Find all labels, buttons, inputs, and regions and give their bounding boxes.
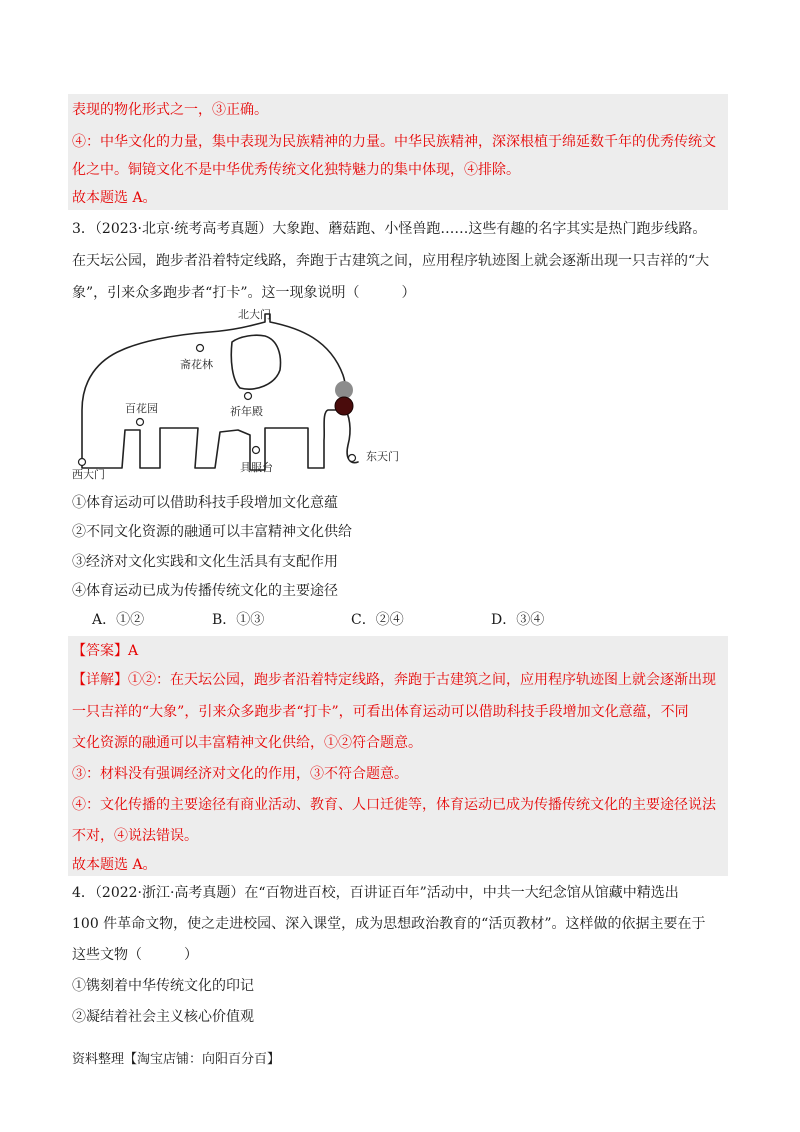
elephant-ear-path [231,335,280,389]
map-label-west-gate: 西大门 [72,468,105,481]
tracker-dot-dark [335,397,353,415]
q3-option-a: A．①② [92,612,145,628]
q3-statement-3: ③经济对文化实践和文化生活具有支配作用 [72,554,338,570]
q3-statement-4: ④体育运动已成为传播传统文化的主要途径 [72,583,338,599]
q3-detail-line-3: 文化资源的融通可以丰富精神文化供给，①②符合题意。 [72,735,422,751]
map-label-baihua: 百花园 [125,402,158,415]
q4-stem-line-2: 100 件革命文物，使之走进校园、深入课堂，成为思想政治教育的“活页教材”。这样做的依据主要在于 [72,916,706,932]
q3-detail-line-1: 【详解】①②：在天坛公园，跑步者沿着特定线路，奔跑于古建筑之间，应用程序轨迹图上就会逐渐出现 [72,672,716,688]
q3-stem-line-2: 在天坛公园，跑步者沿着特定线路，奔跑于古建筑之间，应用程序轨迹图上就会逐渐出现一只吉祥的“大 [72,253,710,269]
q4-statement-1: ①镌刻着中华传统文化的印记 [72,978,254,994]
page-footer: 资料整理【淘宝店铺：向阳百分百】 [72,1052,281,1067]
q3-conclusion: 故本题选 A。 [72,857,157,873]
q4-stem-line-1: 4．（2022·浙江·高考真题）在“百物进百校，百讲证百年”活动中，中共一大纪念馆从馆藏中精选出 [72,885,679,901]
map-label-qinian: 祈年殿 [230,405,263,418]
q3-option-b: B．①③ [212,612,265,628]
map-label-east-gate: 东天门 [366,450,399,463]
map-label-zhaihua: 斋花林 [180,358,213,371]
q4-stem-line-3: 这些文物（ ） [72,947,198,963]
zhaihua-marker [197,345,204,352]
prev-answer-line-2: ④：中华文化的力量，集中表现为民族精神的力量。中华民族精神，深深根植于绵延数千年的优秀传统文 [72,134,716,150]
q4-statement-2: ②凝结着社会主义核心价值观 [72,1009,254,1025]
q3-option-d: D．③④ [491,612,545,628]
tracker-dot-gray [335,381,353,399]
east-gate-marker [349,455,356,462]
q3-option-c: C．②④ [351,612,404,628]
elephant-route-map [60,300,420,485]
juyan-marker [253,447,260,454]
q3-detail-line-4: ③：材料没有强调经济对文化的作用，③不符合题意。 [72,766,408,782]
q3-stem-line-3: 象”，引来众多跑步者“打卡”。这一现象说明（ ） [72,285,416,301]
q3-answer: 【答案】A [72,643,139,659]
q3-statement-1: ①体育运动可以借助科技手段增加文化意蕴 [72,495,338,511]
prev-answer-line-3: 化之中。铜镜文化不是中华优秀传统文化独特魅力的集中体现，④排除。 [72,162,520,178]
q3-detail-line-5: ④：文化传播的主要途径有商业活动、教育、人口迁徙等，体育运动已成为传播传统文化的主要途径说法 [72,797,716,813]
q3-detail-line-6: 不对，④说法错误。 [72,828,198,844]
q3-stem-line-1: 3．（2023·北京·统考高考真题）大象跑、蘑菇跑、小怪兽跑……这些有趣的名字其实是热门跑步线路。 [72,221,707,237]
west-gate-marker [79,459,86,466]
q3-statement-2: ②不同文化资源的融通可以丰富精神文化供给 [72,524,352,540]
running-route-path [82,314,346,470]
map-label-north-gate: 北大门 [238,308,271,321]
baihua-marker [137,419,144,426]
prev-answer-line-1: 表现的物化形式之一，③正确。 [72,102,268,118]
qinian-marker [245,393,252,400]
map-label-juyan: 具服台 [240,461,273,474]
q3-detail-line-2: 一只吉祥的“大象”，引来众多跑步者“打卡”，可看出体育运动可以借助科技手段增加文化意蕴，不同 [72,704,689,720]
prev-answer-conclusion: 故本题选 A。 [72,190,157,206]
